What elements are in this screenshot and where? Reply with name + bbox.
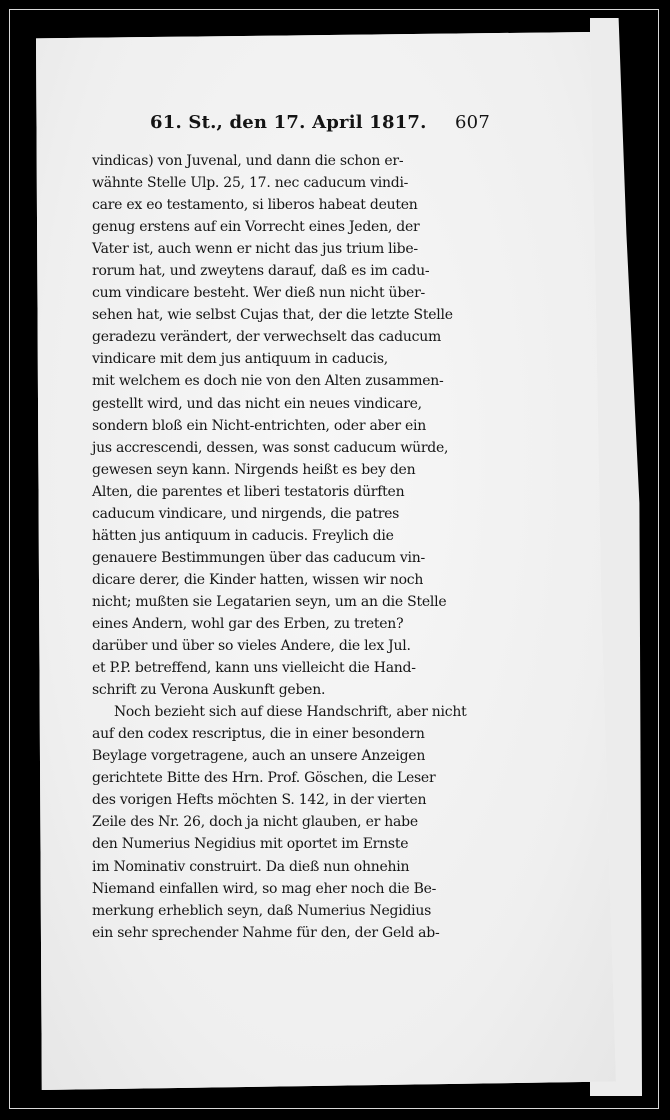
text-line: vindicare mit dem jus antiquum in caducis,	[92, 351, 389, 368]
text-line: nicht; mußten sie Legatarien seyn, um an die Stelle	[92, 593, 447, 610]
text-line: merkung erheblich seyn, daß Numerius Negidius	[92, 902, 432, 919]
running-head: 61. St., den 17. April 1817.	[150, 112, 427, 133]
text-line: Niemand einfallen wird, so mag eher noch die Be-	[92, 880, 437, 897]
page-number: 607	[455, 112, 490, 133]
page-header	[150, 112, 490, 140]
text-line: Vater ist, auch wenn er nicht das jus trium libe-	[92, 241, 418, 258]
text-line: gewesen seyn kann. Nirgends heißt es bey den	[92, 461, 416, 478]
text-line: Zeile des Nr. 26, doch ja nicht glauben, er habe	[92, 814, 418, 831]
text-line: eines Andern, wohl gar des Erben, zu treten?	[92, 615, 404, 632]
text-line: jus accrescendi, dessen, was sonst caducum würde,	[92, 439, 449, 456]
text-line: mit welchem es doch nie von den Alten zusammen-	[92, 373, 444, 390]
text-line: gerichtete Bitte des Hrn. Prof. Göschen, die Leser	[92, 770, 436, 787]
text-line: schrift zu Verona Auskunft geben.	[92, 682, 326, 699]
text-line: des vorigen Hefts möchten S. 142, in der vierten	[92, 792, 427, 809]
text-line: Beylage vorgetragene, auch an unsere Anzeigen	[92, 748, 426, 765]
text-line: care ex eo testamento, si liberos habeat deuten	[92, 197, 418, 214]
paragraph-start-line: Noch bezieht sich auf diese Handschrift, aber nicht	[113, 704, 467, 721]
text-line: rorum hat, und zweytens darauf, daß es im cadu-	[92, 263, 430, 280]
text-line: sehen hat, wie selbst Cujas that, der die letzte Stelle	[92, 307, 453, 324]
text-line: ein sehr sprechender Nahme für den, der Geld ab-	[92, 924, 440, 941]
text-line: wähnte Stelle Ulp. 25, 17. nec caducum vindi-	[92, 175, 409, 192]
text-line: auf den codex rescriptus, die in einer besondern	[92, 726, 425, 743]
text-line: gestellt wird, und das nicht ein neues vindicare,	[92, 395, 422, 412]
text-line: geradezu verändert, der verwechselt das caducum	[92, 329, 442, 346]
text-line: et P.P. betreffend, kann uns vielleicht die Hand-	[92, 660, 416, 677]
text-line: den Numerius Negidius mit oportet im Ernste	[92, 836, 409, 853]
body-text	[92, 150, 467, 944]
text-line: vindicas) von Juvenal, und dann die schon er-	[92, 153, 404, 169]
text-line: caducum vindicare, und nirgends, die patres	[92, 505, 400, 522]
text-line: genauere Bestimmungen über das caducum vin-	[92, 549, 425, 566]
text-line: sondern bloß ein Nicht-entrichten, oder aber ein	[92, 417, 426, 434]
text-line: Alten, die parentes et liberi testatoris dürften	[92, 483, 405, 500]
text-line: im Nominativ construirt. Da dieß nun ohnehin	[92, 858, 410, 875]
text-line: darüber und über so vieles Andere, die lex Jul.	[92, 638, 411, 655]
text-line: cum vindicare besteht. Wer dieß nun nicht über-	[92, 285, 425, 302]
text-line: genug erstens auf ein Vorrecht eines Jeden, der	[92, 219, 420, 236]
text-line: dicare derer, die Kinder hatten, wissen wir noch	[92, 571, 424, 588]
text-line: hätten jus antiquum in caducis. Freylich die	[92, 527, 394, 544]
